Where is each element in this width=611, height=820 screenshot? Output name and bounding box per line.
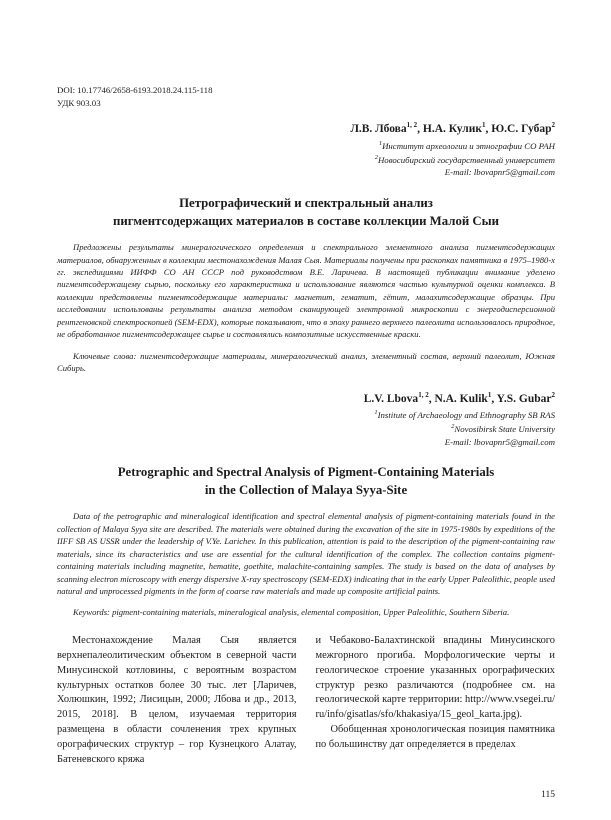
author-affiliation-marker: 1 — [487, 390, 492, 399]
email-en: E-mail: lbovapnr5@gmail.com — [444, 436, 555, 447]
affiliation-text: Новосибирский государственный университет — [377, 154, 555, 165]
geology-map-url: http://www.vsegei.ru/ru/info/gisatlas/sfo/khakasiya/15_geol_karta.jpg — [315, 694, 555, 721]
title-ru — [57, 195, 555, 231]
affiliation-text: Институт археологии и этнографии СО РАН — [382, 141, 555, 152]
body-paragraph — [316, 634, 556, 723]
keywords-en-text: pigment-containing materials, mineralogical analysis, elemental composition, Upper Paleolithic, Southern Siberia. — [109, 607, 510, 618]
author-name: , N.A. Kulik — [428, 392, 488, 405]
author-name: , Н.А. Кулик — [417, 123, 482, 136]
body-text: ). — [516, 709, 523, 721]
affiliations-ru — [57, 139, 555, 179]
affiliation-text: Institute of Archaeology and Ethnography SB RAS — [377, 410, 555, 421]
author-affiliation-marker: 1, 2 — [406, 121, 418, 130]
title-en — [57, 464, 555, 500]
keywords-ru — [57, 350, 555, 375]
affiliation-marker: 1 — [378, 140, 383, 148]
authors-ru — [57, 121, 555, 137]
author-affiliation-marker: 2 — [551, 121, 555, 130]
title-en-line2: in the Collection of Malaya Syya-Site — [204, 483, 408, 498]
abstract-en: Data of the petrographic and mineralogical identification and spectral elemental analysis of pigment-containing materials found in the collection of Malaya Syya site are described. The materials were obtained during the excavation of the site in 1975-1980s by expeditions of the IIFF SB AS USSR under the leadership of V.Ye. Larichev. In this publication, attention is paid to the description of the pigment-containing raw materials, since its characteristics and use are essential for the cultural identification of the complex. The collection contains pigment-containing materials including magnetite, hematite, goethite, malachite-containing samples. The study is based on the data of analyses by scanning electron microscopy with energy dispersive X-ray spectroscopy (SEM-EDX) indicating that in the early Upper Paleolithic, people used natural and unprocessed pigments in the form of coarse raw materials and made up composite artificial paints. — [57, 511, 555, 596]
author-name: , Y.S. Gubar — [491, 392, 552, 405]
body-paragraph: Местонахождение Малая Сыя является верхнепалеолитическим объектом в северной части Минусинской котловины, с вероятным возрастом культурных остатков более 30 тыс. лет [Ларичев, Холюшкин, 1992; Лисицын, 2000; Лбова и др., 2013, 2015, 2018]. В целом, изучаемая территория размещена в области сочленения трех крупных орографических структур – гор Кузнецкого Алатау, Батеневского кряжа — [57, 634, 297, 765]
author-name: L.V. Lbova — [363, 392, 419, 405]
keywords-ru-text: пигментсодержащие материалы, минералогический анализ, элементный состав, верхний палеолит, Южная Сибирь. — [57, 350, 555, 374]
keywords-en — [57, 606, 555, 618]
affiliation-line — [57, 422, 555, 436]
page-number: 115 — [541, 790, 555, 800]
abstract-ru: Предложены результаты минералогического определения и спектрального элементного анализа пигментсодержащих материалов, обнаруженных в коллекции местонахождения Малая Сыя. Материалы получены при раскопках памятника в 1975–1980-х гг. экспедициями ИИФФ СО АН СССР под руководством В.Е. Ларичева. В настоящей публикации внимание уделено пигментсодержащему сырью, поскольку его характеристика и использование являются частью культурной оценки комплекса. В коллекции представлены пигментсодержащие материалы: магнетит, гематит, гётит, малахитсодержащие образцы. При исследовании использованы результаты анализа методом сканирующей электронной микроскопии с энергодисперсионной рентгеновской спектроскопией (SEM-EDX), которые показывают, что в эпоху раннего верхнего палеолита использовалось природное, не обработанное пигментсодержащее сырье и составлялись композитные искусственные краски. — [57, 242, 555, 340]
doi: DOI: 10.17746/2658-6193.2018.24.115-118 — [57, 85, 213, 95]
author-affiliation-marker: 1 — [481, 121, 486, 130]
keywords-en-label: Keywords: — [73, 607, 110, 618]
affiliation-line — [57, 153, 555, 167]
affiliation-line — [57, 139, 555, 153]
affiliation-line — [57, 408, 555, 422]
article-meta — [57, 84, 555, 110]
title-ru-line2: пигментсодержащих материалов в составе коллекции Малой Сыи — [112, 214, 500, 229]
body-text: и Чебаково-Балахтинской впадины Минусинского межгорного прогиба. Морфологические черты и геологическое строение указанных орографических структур резко различаются (подробнее см. на геологической карте территории: — [315, 634, 555, 706]
title-en-line1: Petrographic and Spectral Analysis of Pigment-Containing Materials — [117, 465, 495, 480]
author-affiliation-marker: 2 — [551, 390, 555, 399]
author-name: , Ю.С. Губар — [485, 123, 552, 136]
body-columns — [57, 634, 555, 768]
body-column-right — [316, 634, 556, 768]
keywords-ru-label: Ключевые слова: — [73, 350, 137, 361]
title-ru-line1: Петрографический и спектральный анализ — [179, 196, 433, 211]
authors-en — [57, 391, 555, 407]
affiliations-en — [57, 408, 555, 448]
affiliation-text: Novosibirsk State University — [454, 423, 555, 434]
affiliation-marker: 2 — [451, 423, 455, 431]
email-ru: E-mail: lbovapnr5@gmail.com — [444, 167, 555, 178]
affiliation-marker: 1 — [374, 409, 378, 417]
author-affiliation-marker: 1, 2 — [418, 390, 429, 399]
author-name: Л.В. Лбова — [350, 123, 407, 136]
udk: УДК 903.03 — [57, 98, 101, 109]
affiliation-marker: 2 — [374, 153, 378, 161]
body-paragraph: Обобщенная хронологическая позиция памятника по большинству дат определяется в пределах — [315, 724, 555, 750]
body-column-left — [57, 634, 297, 768]
